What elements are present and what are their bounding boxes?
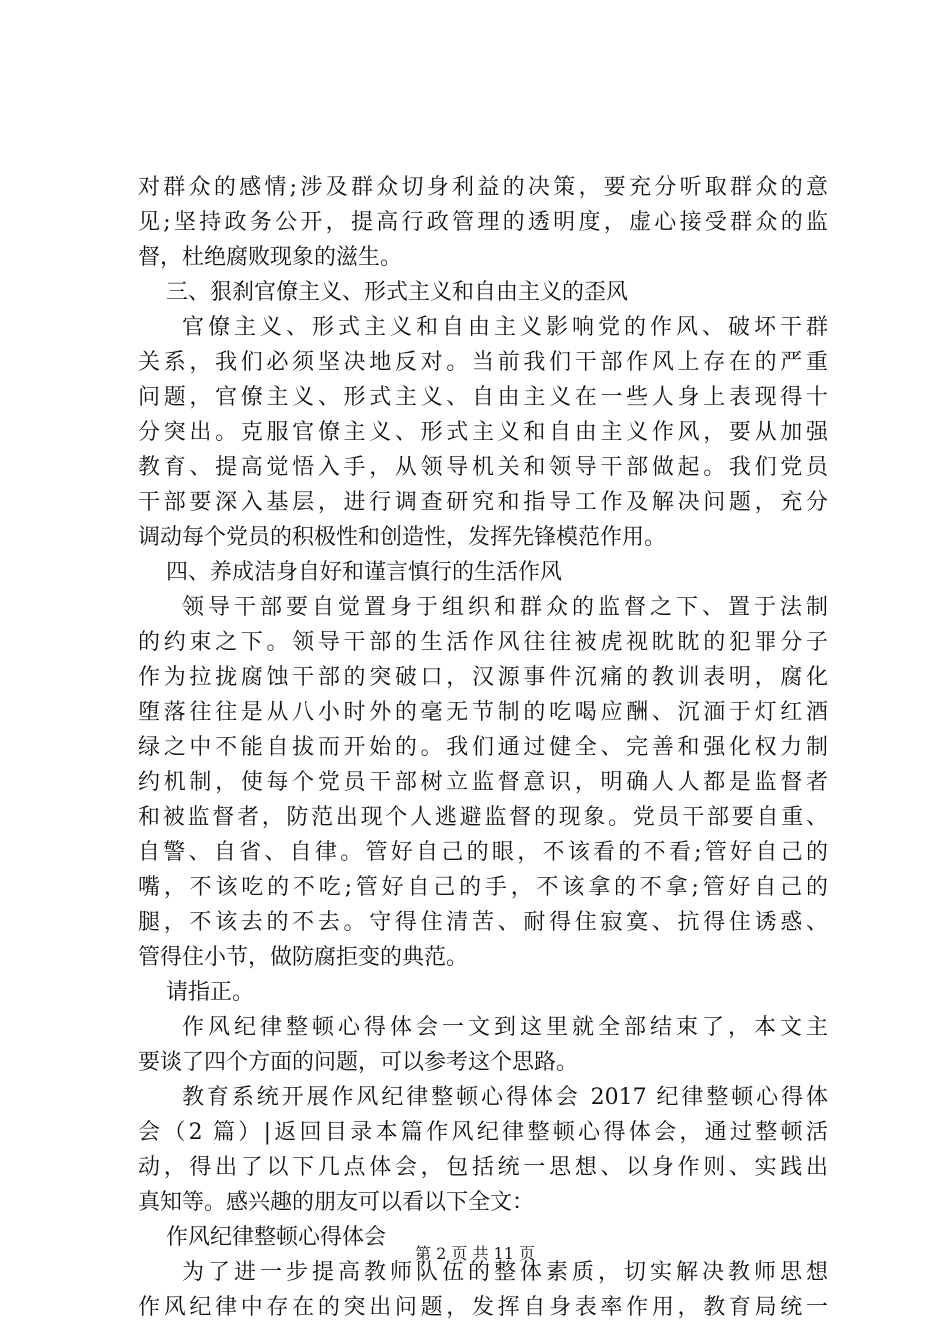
paragraph-line: 官僚主义、形式主义和自由主义影响党的作风、破坏干群 — [182, 315, 828, 340]
paragraph-line: 作风纪律整顿心得体会一文到这里就全部结束了，本文主 — [182, 1015, 828, 1040]
paragraph-line: 会（2 篇）|返回目录本篇作风纪律整顿心得体会，通过整顿活 — [138, 1120, 828, 1145]
paragraph-line: 督，杜绝腐败现象的滋生。 — [138, 245, 403, 270]
paragraph-line: 的约束之下。领导干部的生活作风往往被虎视眈眈的犯罪分子 — [138, 630, 828, 655]
section-heading-line: 作风纪律整顿心得体会 — [166, 1225, 387, 1250]
section-heading-line: 请指正。 — [166, 980, 255, 1005]
paragraph-line: 要谈了四个方面的问题，可以参考这个思路。 — [138, 1050, 579, 1075]
paragraph-line: 动，得出了以下几点体会，包括统一思想、以身作则、实践出 — [138, 1155, 828, 1180]
paragraph-line: 教育、提高觉悟入手，从领导机关和领导干部做起。我们党员 — [138, 455, 828, 480]
paragraph-line: 作为拉拢腐蚀干部的突破口，汉源事件沉痛的教训表明，腐化 — [138, 665, 828, 690]
paragraph-line: 领导干部要自觉置身于组织和群众的监督之下、置于法制 — [182, 595, 828, 620]
paragraph-line: 和被监督者，防范出现个人逃避监督的现象。党员干部要自重、 — [138, 805, 828, 830]
paragraph-line: 干部要深入基层，进行调查研究和指导工作及解决问题，充分 — [138, 490, 828, 515]
paragraph-line: 问题，官僚主义、形式主义、自由主义在一些人身上表现得十 — [138, 385, 828, 410]
page-number-footer: 第 2 页 共 11 页 — [415, 1244, 535, 1263]
paragraph-line: 管得住小节，做防腐拒变的典范。 — [138, 945, 469, 970]
paragraph-line: 调动每个党员的积极性和创造性，发挥先锋模范作用。 — [138, 525, 667, 550]
paragraph-line: 作风纪律中存在的突出问题，发挥自身表率作用，教育局统一 — [138, 1295, 828, 1320]
paragraph-line: 自警、自省、自律。管好自己的眼，不该看的不看;管好自己的 — [138, 840, 828, 865]
section-heading-line: 四、养成洁身自好和谨言慎行的生活作风 — [166, 560, 563, 585]
paragraph-line: 约机制，使每个党员干部树立监督意识，明确人人都是监督者 — [138, 770, 828, 795]
paragraph-line: 嘴，不该吃的不吃;管好自己的手，不该拿的不拿;管好自己的 — [138, 875, 828, 900]
paragraph-line: 真知等。感兴趣的朋友可以看以下全文： — [138, 1190, 535, 1215]
paragraph-line: 腿，不该去的不去。守得住清苦、耐得住寂寞、抗得住诱惑、 — [138, 910, 828, 935]
paragraph-line: 见;坚持政务公开，提高行政管理的透明度，虚心接受群众的监 — [138, 210, 828, 235]
paragraph-line: 为了进一步提高教师队伍的整体素质，切实解决教师思想 — [182, 1260, 828, 1285]
paragraph-line: 绿之中不能自拔而开始的。我们通过健全、完善和强化权力制 — [138, 735, 828, 760]
paragraph-line: 关系，我们必须坚决地反对。当前我们干部作风上存在的严重 — [138, 350, 828, 375]
paragraph-line: 对群众的感情;涉及群众切身利益的决策，要充分听取群众的意 — [138, 175, 828, 200]
paragraph-line: 教育系统开展作风纪律整顿心得体会 2017 纪律整顿心得体 — [182, 1085, 828, 1110]
section-heading-line: 三、狠刹官僚主义、形式主义和自由主义的歪风 — [166, 280, 629, 305]
paragraph-line: 分突出。克服官僚主义、形式主义和自由主义作风，要从加强 — [138, 420, 828, 445]
paragraph-line: 堕落往往是从八小时外的毫无节制的吃喝应酬、沉湎于灯红酒 — [138, 700, 828, 725]
document-body — [138, 170, 828, 1325]
